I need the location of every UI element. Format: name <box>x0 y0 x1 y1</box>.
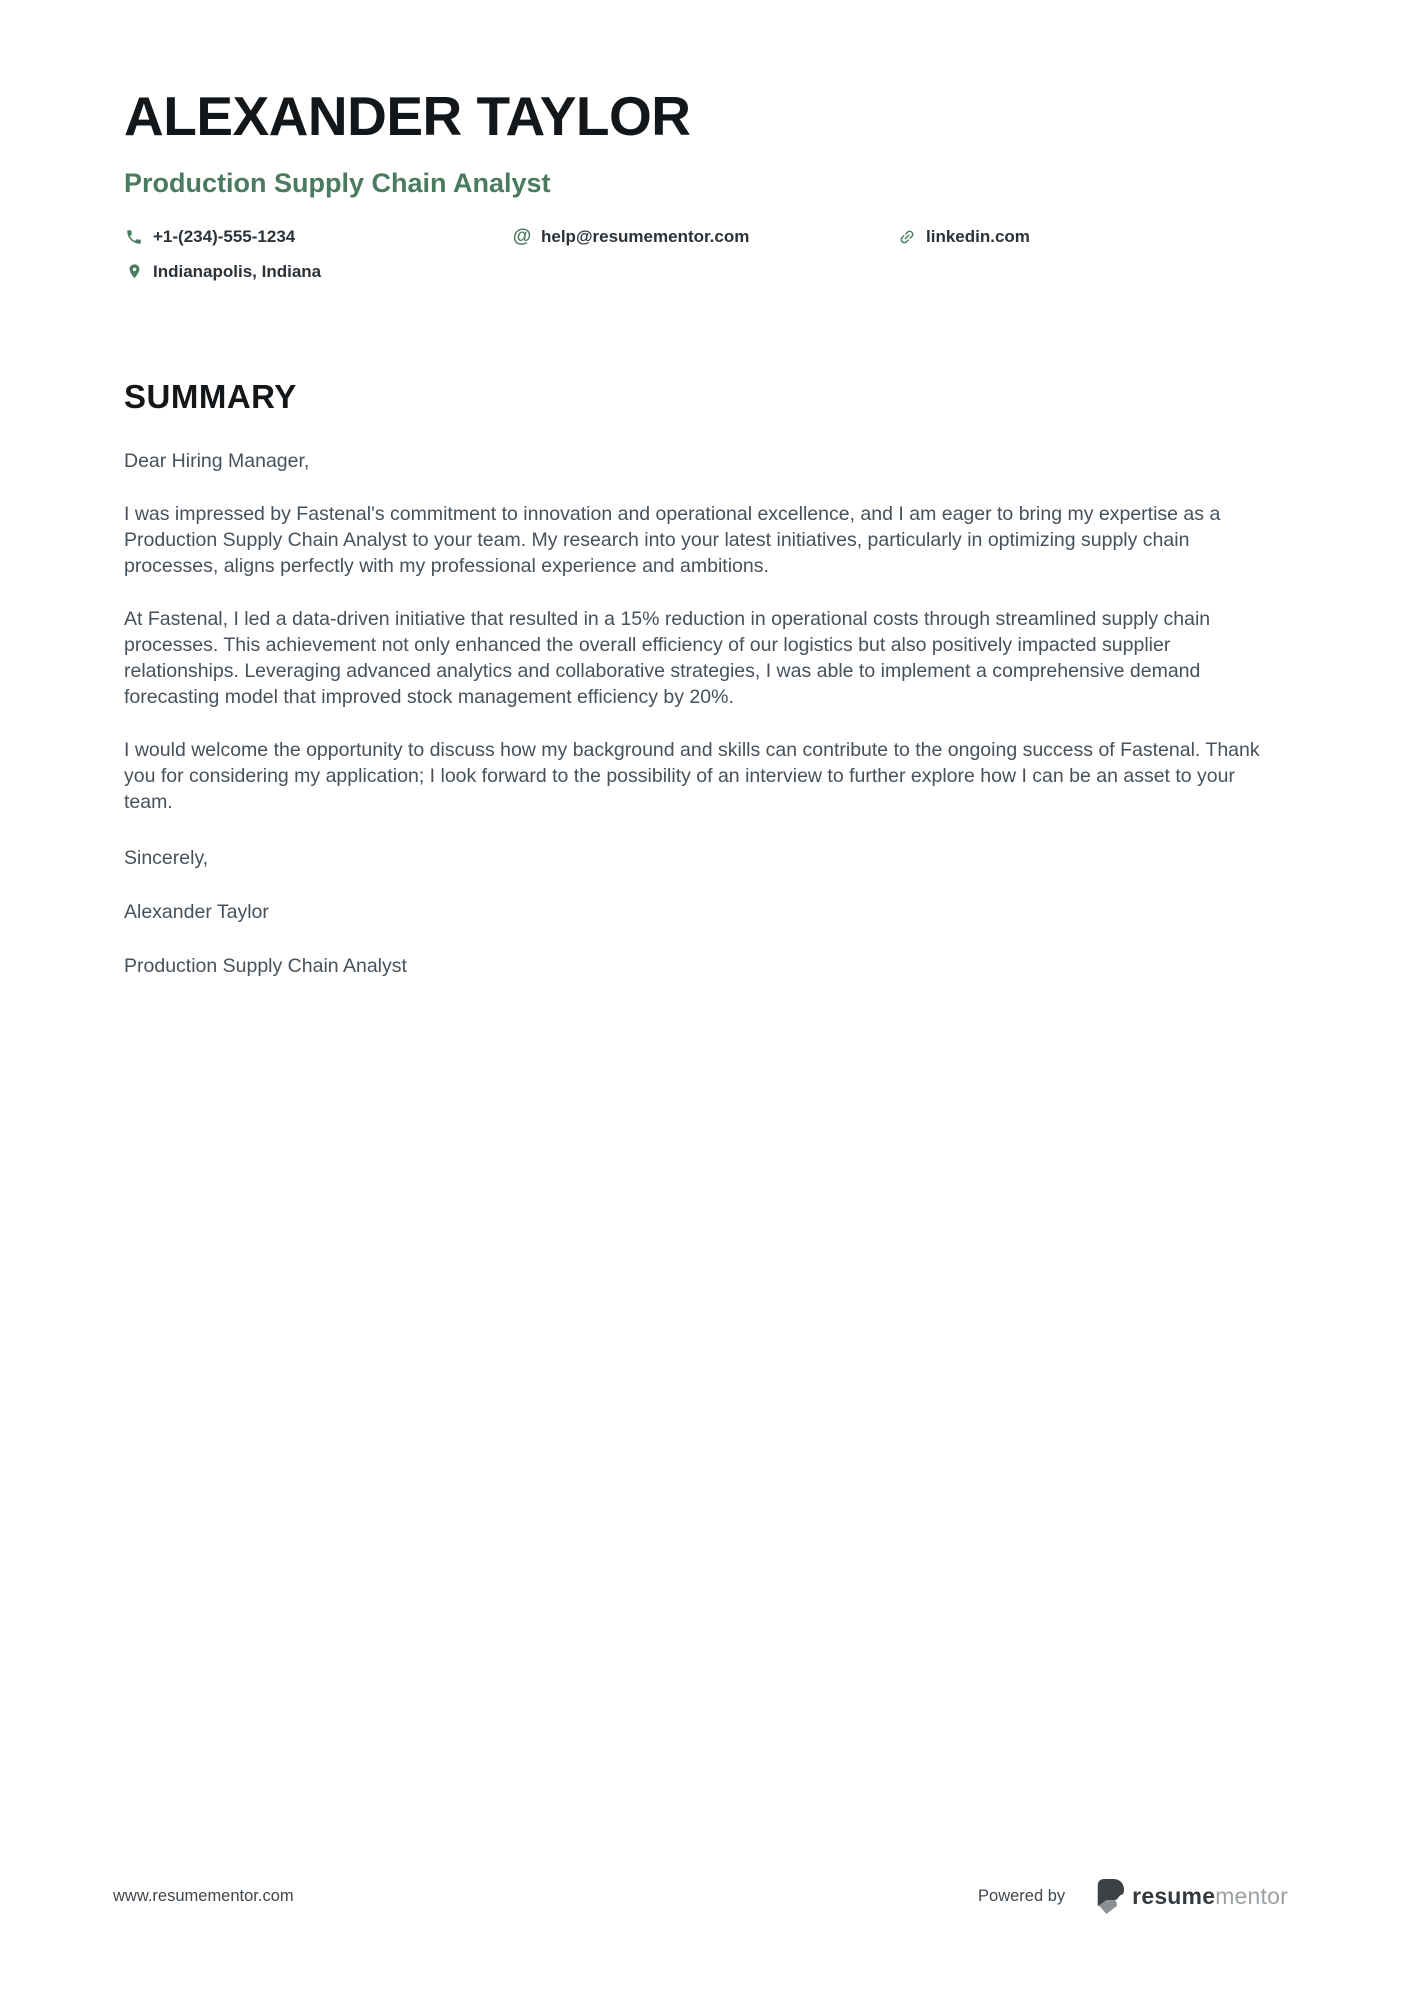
candidate-name: ALEXANDER TAYLOR <box>124 85 691 147</box>
contact-linkedin[interactable] <box>897 227 1030 247</box>
powered-by-label: Powered by <box>978 1887 1066 1905</box>
location-text: Indianapolis, Indiana <box>153 261 322 281</box>
contact-row-1 <box>124 227 1286 247</box>
page-footer <box>113 1879 1288 1914</box>
letter-header <box>124 0 1286 282</box>
letter-paragraph-3: I would welcome the opportunity to discuss how my background and skills can contribute to the ongoing success of Fastenal. Thank you for considering my application; I look forward to the possibility of an interview to further explore how I can be an asset to your team. <box>124 738 1260 813</box>
letter-body <box>124 378 1286 979</box>
location-pin-icon <box>124 262 144 282</box>
contact-location <box>124 262 512 282</box>
resumementor-logo-icon <box>1095 1879 1125 1914</box>
page-content <box>0 0 1410 979</box>
at-icon: @ <box>512 226 532 248</box>
site-url-link[interactable]: www.resumementor.com <box>113 1887 294 1905</box>
contact-row-2 <box>124 262 1286 282</box>
resumementor-logo-text: resumementor <box>1132 1883 1288 1909</box>
signature-name: Alexander Taylor <box>124 900 269 923</box>
linkedin-url[interactable]: linkedin.com <box>926 226 1030 246</box>
letter-paragraph-2: At Fastenal, I led a data-driven initiative that resulted in a 15% reduction in operational costs through streamlined supply chain processes. This achievement not only enhanced the overall efficiency of our logistics but also positively impacted supplier relationships. Leveraging advanced analytics and collaborative strategies, I was able to implement a comprehensive demand forecasting model that improved stock management efficiency by 20%. <box>124 607 1211 708</box>
signature-title: Production Supply Chain Analyst <box>124 954 407 977</box>
phone-icon <box>124 227 144 247</box>
email-address[interactable]: help@resumementor.com <box>541 226 750 246</box>
phone-number: +1-(234)-555-1234 <box>153 226 296 246</box>
letter-paragraph-1: I was impressed by Fastenal's commitment to innovation and operational excellence, and I am eager to bring my expertise as a Production Supply Chain Analyst to your team. My research into your latest initiatives, particularly in optimizing supply chain processes, aligns perfectly with my professional experience and ambitions. <box>124 502 1221 577</box>
contact-email[interactable] <box>512 227 897 247</box>
section-heading-summary: SUMMARY <box>124 377 297 415</box>
salutation: Dear Hiring Manager, <box>124 449 310 472</box>
footer-branding <box>978 1879 1288 1914</box>
contact-phone <box>124 227 512 247</box>
closing-salutation: Sincerely, <box>124 846 209 869</box>
link-icon <box>897 227 917 247</box>
contact-info <box>124 227 1286 282</box>
resumementor-logo[interactable] <box>1095 1879 1288 1914</box>
candidate-title: Production Supply Chain Analyst <box>124 167 551 198</box>
